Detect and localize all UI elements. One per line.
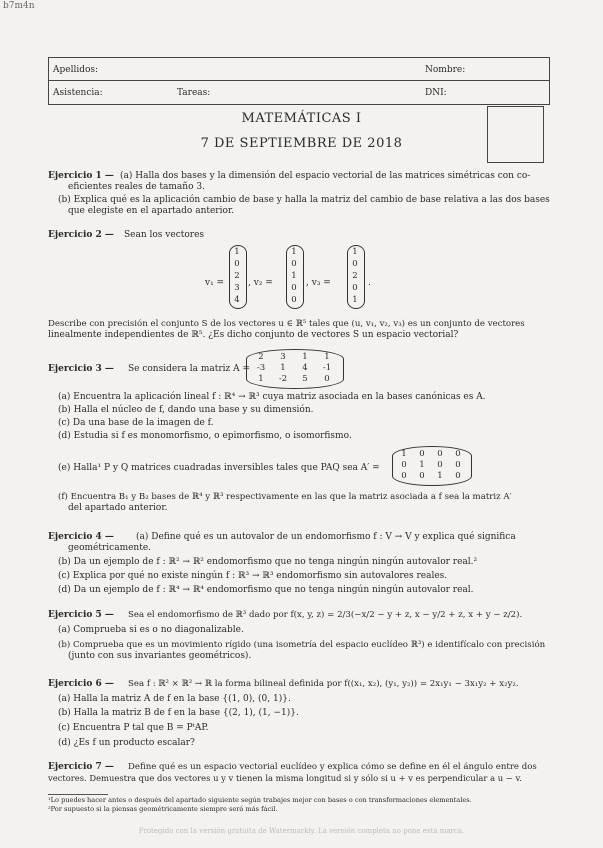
- ej5-label: Ejercicio 5 —: [48, 610, 114, 620]
- ej4-c: (c) Explica por qué no existe ningún f : ℝ³ → ℝ³ endomorfismo sin autovalores reales.: [58, 571, 448, 581]
- ej4-a-line2: geométricamente.: [68, 543, 152, 553]
- ej5-a: (a) Comprueba si es o no diagonalizable.: [58, 625, 244, 635]
- ej7-line2: vectores. Demuestra que dos vectores u y v tienen la misma longitud si y sólo si u + v es perpendicular a u − v.: [48, 773, 522, 783]
- ej7-label: Ejercicio 7 —: [48, 762, 114, 772]
- matrix-cell: 0: [419, 471, 425, 481]
- matrix-cell: 2: [258, 352, 264, 362]
- ej2-label: Ejercicio 2 —: [48, 230, 114, 240]
- nombre-label: Nombre:: [425, 65, 466, 75]
- matrix-cell: 1: [437, 471, 443, 481]
- ej1-a-line1: (a) Halla dos bases y la dimensión del espacio vectorial de las matrices simétricas con co-: [120, 171, 531, 181]
- matrix-cell: -2: [278, 374, 288, 384]
- ej4-label: Ejercicio 4 —: [48, 532, 114, 542]
- v3-end: .: [368, 278, 371, 288]
- ej1-b-line1: (b) Explica qué es la aplicación cambio de base y halla la matriz del cambio de base relativa a las dos bases: [58, 195, 550, 205]
- matrix-cell: 1: [280, 363, 286, 373]
- matrix-cell: 4: [302, 363, 308, 373]
- v3-label: , v₃ =: [306, 278, 331, 288]
- ej3-f-line2: del apartado anterior.: [68, 503, 168, 513]
- matrix-cell: 1: [258, 374, 264, 384]
- ej3-d: (d) Estudia si f es monomorfismo, o epimorfismo, o isomorfismo.: [58, 431, 352, 441]
- footnote-rule: [48, 794, 108, 795]
- corner-mark: b7m4n: [3, 1, 35, 11]
- ej6-intro: Sea f : ℝ² × ℝ² → ℝ la forma bilineal definida por f((x₁, x₂), (y₁, y₂)) = 2x₁y₁ − 3x₁y₂ + x₂y₂.: [128, 679, 519, 689]
- exam-date: 7 DE SEPTIEMBRE DE 2018: [200, 136, 403, 151]
- ej6-d: (d) ¿Es f un producto escalar?: [58, 738, 195, 748]
- footnote-1: ¹Lo puedes hacer antes o después del apartado siguiente según trabajes mejor con bases o con transformaciones elementales.: [48, 796, 472, 804]
- vector-v3: 1 0 2 0 1: [352, 247, 358, 305]
- ej6-c: (c) Encuentra P tal que B = PᵗAP.: [58, 723, 209, 733]
- v2-label: , v₂ =: [248, 278, 273, 288]
- ej4-d: (d) Da un ejemplo de f : ℝ⁴ → ℝ⁴ endomorfismo que no tenga ningún ningún autovalor real.: [58, 585, 474, 595]
- matrix-cell: 0: [437, 449, 443, 459]
- ej5-b-line2: (junto con sus invariantes geométricos).: [68, 651, 252, 661]
- ej5-b-line1: (b) Comprueba que es un movimiento rígido (una isometría del espacio euclídeo ℝ³) e identifícalo con precisión: [58, 640, 546, 650]
- matrix-cell: 0: [419, 449, 425, 459]
- ej3-b: (b) Halla el núcleo de f, dando una base y su dimensión.: [58, 405, 314, 415]
- student-info-box: [48, 57, 550, 105]
- matrix-cell: 1: [324, 352, 330, 362]
- ej1-b-line2: que elegiste en el apartado anterior.: [68, 206, 235, 216]
- matrix-cell: 3: [280, 352, 286, 362]
- watermark-text: Protegido con la versión gratuita de Watermarkly. La versión completa no pone esta marca.: [138, 827, 465, 835]
- matrix-cell: 0: [401, 471, 407, 481]
- ej5-intro: Sea el endomorfismo de ℝ³ dado por f(x, y, z) = 2/3(−x/2 − y + z, x − y/2 + z, x + y − z/2).: [128, 610, 523, 620]
- exam-title: MATEMÁTICAS I: [241, 111, 362, 126]
- matrix-cell: 5: [302, 374, 308, 384]
- matrix-cell: 1: [419, 460, 425, 470]
- ej2-desc-line1: Describe con precisión el conjunto S de los vectores u ∈ ℝ⁵ tales que (u, v₁, v₂, v₃) es un conjunto de vectores: [48, 319, 525, 329]
- matrix-cell: 0: [455, 471, 461, 481]
- ej3-c: (c) Da una base de la imagen de f.: [58, 418, 214, 428]
- ej4-b: (b) Da un ejemplo de f : ℝ² → ℝ² endomorfismo que no tenga ningún ningún autovalor real.²: [58, 557, 478, 567]
- matrix-cell: 1: [302, 352, 308, 362]
- apellidos-label: Apellidos:: [53, 65, 99, 75]
- dni-label: DNI:: [425, 88, 447, 98]
- footnote-2: ²Por supuesto si la piensas geométricamente siempre será más fácil.: [48, 805, 278, 813]
- ej3-intro: Se considera la matriz A =: [128, 364, 251, 374]
- vector-v1: 1 0 2 3 4: [234, 247, 240, 305]
- matrix-cell: 1: [401, 449, 407, 459]
- tareas-label: Tareas:: [177, 88, 211, 98]
- matrix-cell: 0: [437, 460, 443, 470]
- asistencia-label: Asistencia:: [53, 88, 103, 98]
- ej3-f-line1: (f) Encuentra B₁ y B₂ bases de ℝ⁴ y ℝ³ respectivamente en las que la matriz asociada a f sea la matriz A′: [58, 492, 512, 502]
- matrix-cell: 0: [324, 374, 330, 384]
- vector-v2: 1 0 1 0 0: [291, 247, 297, 305]
- ej6-a: (a) Halla la matriz A de f en la base {(1, 0), (0, 1)}.: [58, 694, 291, 704]
- ej3-label: Ejercicio 3 —: [48, 364, 114, 374]
- ej2-intro: Sean los vectores: [124, 230, 205, 240]
- matrix-cell: -1: [322, 363, 332, 373]
- matrix-cell: 0: [455, 460, 461, 470]
- matrix-cell: 0: [455, 449, 461, 459]
- ej1-a-line2: eficientes reales de tamaño 3.: [68, 182, 205, 192]
- ej3-e: (e) Halla¹ P y Q matrices cuadradas inversibles tales que PAQ sea A′ =: [58, 463, 380, 473]
- ej6-b: (b) Halla la matriz B de f en la base {(2, 1), (1, −1)}.: [58, 708, 299, 718]
- ej2-desc-line2: linealmente independientes de ℝ⁵. ¿Es dicho conjunto de vectores S un espacio vectorial?: [48, 330, 459, 340]
- ej7-line1: Define qué es un espacio vectorial euclídeo y explica cómo se define en él el ángulo entre dos: [128, 762, 537, 772]
- ej3-a: (a) Encuentra la aplicación lineal f : ℝ⁴ → ℝ³ cuya matriz asociada en la bases canónicas es A.: [58, 392, 486, 402]
- matrix-cell: -3: [256, 363, 266, 373]
- ej1-label: Ejercicio 1 —: [48, 171, 114, 181]
- ej4-a-line1: (a) Define qué es un autovalor de un endomorfismo f : V → V y explica qué significa: [136, 532, 516, 542]
- v1-label: v₁ =: [205, 278, 225, 288]
- matrix-cell: 0: [401, 460, 407, 470]
- ej6-label: Ejercicio 6 —: [48, 679, 114, 689]
